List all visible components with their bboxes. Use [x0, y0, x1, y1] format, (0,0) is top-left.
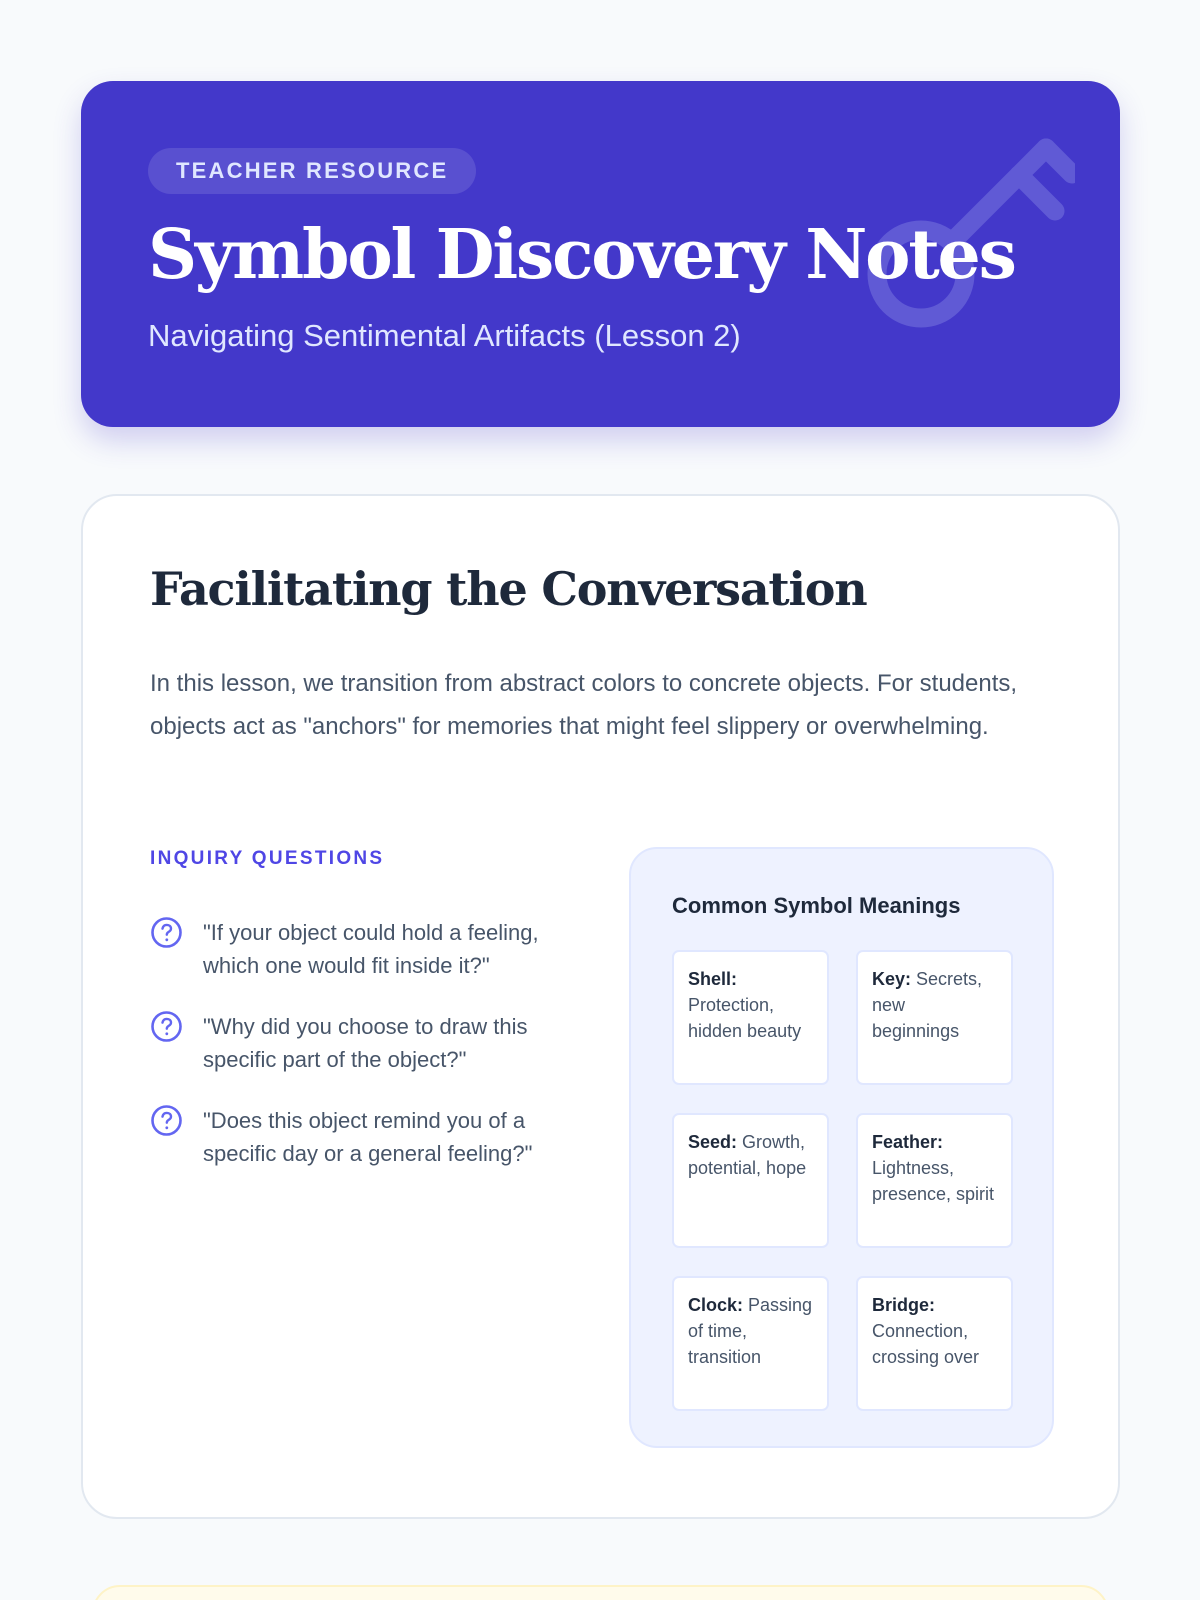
inquiry-question-list — [150, 916, 590, 1198]
symbol-meaning: Protection, hidden beauty — [688, 995, 802, 1041]
conversation-section — [81, 494, 1120, 1519]
symbol-meaning: Growth, potential, hope — [688, 1132, 807, 1178]
symbol-meanings-panel — [629, 847, 1054, 1448]
symbol-meaning: Lightness, presence, spirit — [872, 1158, 995, 1204]
symbol-card-seed — [672, 1113, 829, 1248]
symbol-card-key — [856, 950, 1013, 1085]
symbol-card-clock — [672, 1276, 829, 1411]
resource-badge: TEACHER RESOURCE — [148, 148, 476, 194]
section-intro: In this lesson, we transition from abstract colors to concrete objects. For students, objects act as "anchors" for memories that might feel slippery or overwhelming. — [150, 670, 1018, 740]
inquiry-question — [150, 916, 590, 982]
symbol-name: Shell: — [688, 969, 738, 989]
symbol-name: Bridge: — [872, 1295, 935, 1315]
next-section-preview — [92, 1585, 1109, 1600]
symbol-meaning: Connection, crossing over — [872, 1321, 980, 1367]
symbol-name: Clock: — [688, 1295, 749, 1315]
page-title: Symbol Discovery Notes — [148, 215, 1015, 295]
symbol-name: Key: — [872, 969, 917, 989]
inquiry-question-text: "If your object could hold a feeling, which one would fit inside it?" — [203, 920, 539, 978]
symbol-name: Feather: — [872, 1132, 944, 1152]
inquiry-question-text: "Why did you choose to draw this specific part of the object?" — [203, 1014, 528, 1072]
page-subtitle: Navigating Sentimental Artifacts (Lesson 2) — [148, 318, 741, 353]
inquiry-question-text: "Does this object remind you of a specific day or a general feeling?" — [203, 1108, 533, 1166]
inquiry-question — [150, 1010, 590, 1076]
symbol-card-feather — [856, 1113, 1013, 1248]
symbol-name: Seed: — [688, 1132, 743, 1152]
symbol-card-shell — [672, 950, 829, 1085]
lesson-header — [81, 81, 1120, 427]
symbol-meanings-grid — [672, 950, 1013, 1411]
inquiry-question — [150, 1104, 590, 1170]
symbol-meaning: Secrets, new beginnings — [872, 969, 983, 1041]
symbol-meaning: Passing of time, transition — [688, 1295, 813, 1367]
question-circle-icon — [150, 916, 183, 949]
section-title: Facilitating the Conversation — [150, 562, 867, 616]
symbol-card-bridge — [856, 1276, 1013, 1411]
question-circle-icon — [150, 1010, 183, 1043]
question-circle-icon — [150, 1104, 183, 1137]
symbol-meanings-title: Common Symbol Meanings — [672, 893, 961, 918]
inquiry-questions-label: INQUIRY QUESTIONS — [150, 848, 385, 869]
